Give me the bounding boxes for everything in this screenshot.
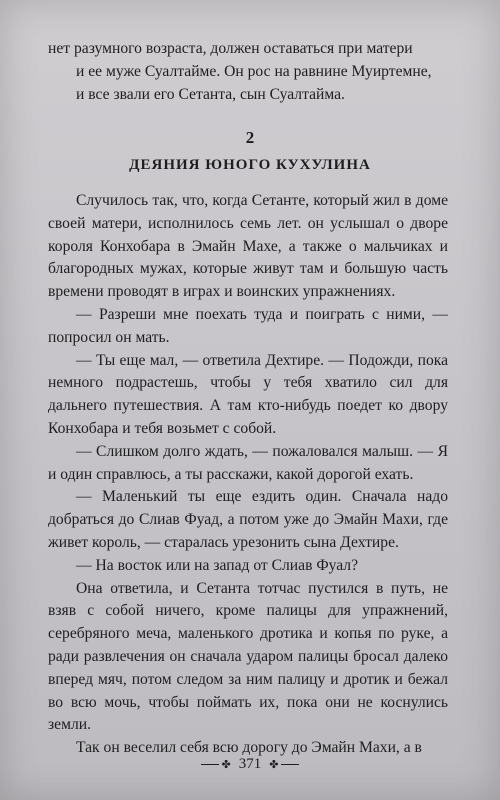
chapter-number: 2 <box>245 128 255 147</box>
body-paragraph: Случилось так, что, когда Сетанте, который жил в доме своей матери, исполнилось семь лет. он услышал о дворе короля Конхобара в Эмайн Махе, а также о мальчиках и благородных мужах, которые живут там и большую часть времени проводят в играх и воинских упражнениях. <box>48 192 448 301</box>
footer-rule-left <box>201 764 219 765</box>
body-paragraph: — Разреши мне поехать туда и поиграть с ними, — попросил он мать. <box>48 305 448 346</box>
top-paragraph-line: и все звали его Сетанта, сын Суалтайма. <box>76 85 345 103</box>
top-paragraph-line: и ее муже Суалтайме. Он рос на равнине Муиртемне, <box>76 62 432 80</box>
page-footer <box>0 756 500 773</box>
chapter-body <box>48 190 448 760</box>
top-paragraph-line: нет разумного возраста, должен оставаться при матери <box>48 40 413 57</box>
body-paragraph: — На восток или на запад от Слиав Фуал? <box>76 556 359 574</box>
footer-rule-right <box>281 764 299 765</box>
body-paragraph: — Слишком долго ждать, — пожаловался малыш. — Я и один справлюсь, а ты расскажи, какой дорогой ехать. <box>48 442 448 483</box>
top-paragraph <box>48 38 448 106</box>
chapter-title: ДЕЯНИЯ ЮНОГО КУХУЛИНА <box>129 157 371 173</box>
body-paragraph: Она ответила, и Сетанта тотчас пустился в путь, не взяв с собой ничего, кроме палицы для упражнений, серебряного меча, маленького дротика и копья по руке, а ради развлечения он сначала ударом палицы бросал далеко вперед мяч, потом следом за ним палицу и дротик и бежал во всю мочь, чтобы поймать их, пока они не коснулись земли. <box>48 579 448 734</box>
footer-ornament-icon: ✤ <box>221 759 231 771</box>
body-paragraph: Так он веселил себя всю дорогу до Эмайн Махи, а в <box>76 739 422 757</box>
page-number: 371 <box>238 756 262 772</box>
body-paragraph: — Ты еще мал, — ответила Дехтире. — Подожди, пока немного подрастешь, чтобы у тебя хватило сил для дальнего путешествия. А там кто-нибудь поедет ко двору Конхобара и тебя возьмет с собой. <box>48 351 448 437</box>
footer-ornament-icon: ✤ <box>269 759 279 771</box>
body-paragraph: — Маленький ты еще ездить один. Сначала надо добраться до Слиав Фуад, а потом уже до Эмайн Махи, где живет король, — старалась урезонить сына Дехтире. <box>48 488 448 551</box>
